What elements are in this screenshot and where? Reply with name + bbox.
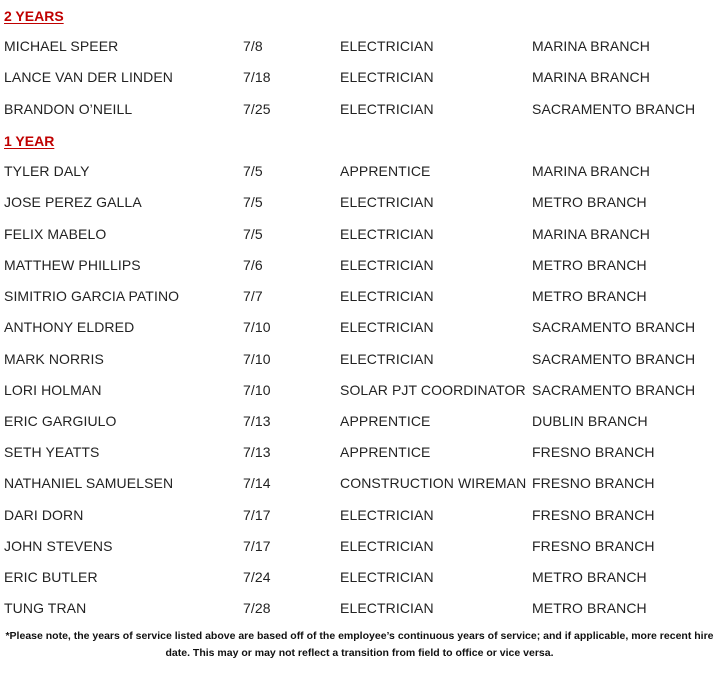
- table-row: [0, 161, 719, 181]
- employee-name: FELIX MABELO: [4, 226, 107, 242]
- job-title: SOLAR PJT COORDINATOR: [340, 382, 526, 398]
- table-row: [0, 536, 719, 556]
- anniversary-date: 7/14: [243, 475, 271, 491]
- job-title: ELECTRICIAN: [340, 507, 434, 523]
- employee-name: ERIC GARGIULO: [4, 413, 117, 429]
- anniversary-date: 7/17: [243, 507, 271, 523]
- job-title: ELECTRICIAN: [340, 226, 434, 242]
- branch: METRO BRANCH: [532, 600, 647, 616]
- table-row: [0, 317, 719, 337]
- table-row: [0, 224, 719, 244]
- table-row: [0, 505, 719, 525]
- job-title: ELECTRICIAN: [340, 600, 434, 616]
- branch: MARINA BRANCH: [532, 38, 650, 54]
- anniversary-date: 7/8: [243, 38, 263, 54]
- table-row: [0, 598, 719, 618]
- job-title: ELECTRICIAN: [340, 351, 434, 367]
- anniversary-date: 7/5: [243, 194, 263, 210]
- table-row: [0, 567, 719, 587]
- branch: MARINA BRANCH: [532, 226, 650, 242]
- anniversary-date: 7/13: [243, 413, 271, 429]
- branch: FRESNO BRANCH: [532, 538, 655, 554]
- employee-name: MARK NORRIS: [4, 351, 104, 367]
- table-row: [0, 255, 719, 275]
- job-title: APPRENTICE: [340, 413, 431, 429]
- employee-name: MICHAEL SPEER: [4, 38, 119, 54]
- table-row: [0, 192, 719, 212]
- job-title: ELECTRICIAN: [340, 69, 434, 85]
- job-title: ELECTRICIAN: [340, 569, 434, 585]
- employee-name: SIMITRIO GARCIA PATINO: [4, 288, 180, 304]
- job-title: APPRENTICE: [340, 444, 431, 460]
- branch: SACRAMENTO BRANCH: [532, 351, 696, 367]
- table-row: [0, 473, 719, 493]
- section-heading-1-year: 1 YEAR: [4, 133, 55, 149]
- anniversary-date: 7/10: [243, 382, 271, 398]
- anniversary-date: 7/24: [243, 569, 271, 585]
- anniversary-date: 7/13: [243, 444, 271, 460]
- table-row: [0, 411, 719, 431]
- job-title: ELECTRICIAN: [340, 101, 434, 117]
- branch: MARINA BRANCH: [532, 69, 650, 85]
- anniversary-date: 7/7: [243, 288, 263, 304]
- branch: SACRAMENTO BRANCH: [532, 319, 696, 335]
- employee-name: LORI HOLMAN: [4, 382, 102, 398]
- section-heading-2-years: 2 YEARS: [4, 8, 64, 24]
- table-row: [0, 99, 719, 119]
- branch: FRESNO BRANCH: [532, 444, 655, 460]
- job-title: CONSTRUCTION WIREMAN: [340, 475, 527, 491]
- branch: SACRAMENTO BRANCH: [532, 382, 696, 398]
- employee-name: TYLER DALY: [4, 163, 90, 179]
- employee-name: ANTHONY ELDRED: [4, 319, 135, 335]
- job-title: ELECTRICIAN: [340, 319, 434, 335]
- job-title: ELECTRICIAN: [340, 288, 434, 304]
- employee-name: JOHN STEVENS: [4, 538, 113, 554]
- job-title: ELECTRICIAN: [340, 257, 434, 273]
- table-row: [0, 442, 719, 462]
- anniversary-date: 7/28: [243, 600, 271, 616]
- employee-name: DARI DORN: [4, 507, 84, 523]
- table-row: [0, 67, 719, 87]
- employee-name: TUNG TRAN: [4, 600, 87, 616]
- branch: SACRAMENTO BRANCH: [532, 101, 696, 117]
- anniversary-date: 7/10: [243, 351, 271, 367]
- anniversary-date: 7/17: [243, 538, 271, 554]
- employee-name: ERIC BUTLER: [4, 569, 98, 585]
- employee-name: NATHANIEL SAMUELSEN: [4, 475, 174, 491]
- anniversary-date: 7/18: [243, 69, 271, 85]
- table-row: [0, 286, 719, 306]
- branch: MARINA BRANCH: [532, 163, 650, 179]
- branch: METRO BRANCH: [532, 257, 647, 273]
- table-row: [0, 380, 719, 400]
- job-title: ELECTRICIAN: [340, 38, 434, 54]
- employee-name: BRANDON O’NEILL: [4, 101, 133, 117]
- employee-name: SETH YEATTS: [4, 444, 100, 460]
- branch: METRO BRANCH: [532, 569, 647, 585]
- table-row: [0, 36, 719, 56]
- job-title: ELECTRICIAN: [340, 538, 434, 554]
- anniversary-date: 7/25: [243, 101, 271, 117]
- branch: METRO BRANCH: [532, 194, 647, 210]
- employee-name: LANCE VAN DER LINDEN: [4, 69, 174, 85]
- branch: FRESNO BRANCH: [532, 507, 655, 523]
- anniversary-date: 7/10: [243, 319, 271, 335]
- branch: DUBLIN BRANCH: [532, 413, 648, 429]
- employee-name: MATTHEW PHILLIPS: [4, 257, 141, 273]
- branch: METRO BRANCH: [532, 288, 647, 304]
- anniversary-date: 7/5: [243, 226, 263, 242]
- employee-name: JOSE PEREZ GALLA: [4, 194, 142, 210]
- anniversary-date: 7/6: [243, 257, 263, 273]
- footnote: *Please note, the years of service listed above are based off of the employee’s continuous years of service; and if applicable, more recent hire date. This may or may not reflect a transition from field to office or vice versa.: [5, 630, 714, 659]
- job-title: APPRENTICE: [340, 163, 431, 179]
- anniversary-date: 7/5: [243, 163, 263, 179]
- table-row: [0, 349, 719, 369]
- branch: FRESNO BRANCH: [532, 475, 655, 491]
- job-title: ELECTRICIAN: [340, 194, 434, 210]
